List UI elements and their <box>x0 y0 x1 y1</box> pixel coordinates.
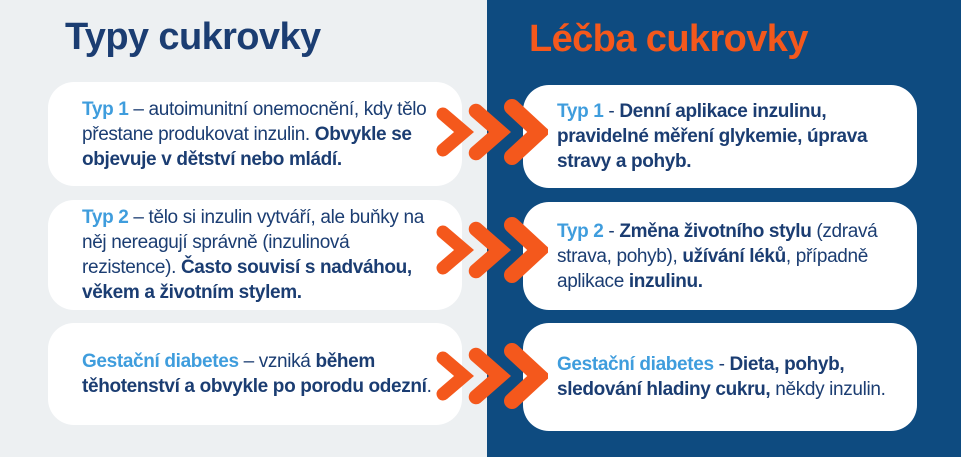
chevron-right-icon <box>443 232 464 268</box>
triple-chevron-right-icon <box>433 215 548 285</box>
chevron-right-icon <box>443 358 464 394</box>
chevron-right-icon <box>512 225 539 275</box>
type1-treatment-text <box>557 99 889 174</box>
card-text-segment: Dieta, pohyb, sledování hladiny cukru, <box>557 354 845 400</box>
type2-treatment-card <box>523 202 917 310</box>
chevron-right-icon <box>512 107 539 157</box>
type2-description-text <box>82 205 446 305</box>
flow-arrows-row2 <box>433 215 548 285</box>
card-text-segment: Typ 2 <box>82 207 129 228</box>
card-text-segment: inzulinu. <box>628 270 703 292</box>
card-text-segment: Změna životního stylu <box>619 220 812 242</box>
type1-treatment-card <box>523 85 917 188</box>
card-text-segment: Typ 1 <box>557 101 604 122</box>
gestational-treatment-card <box>523 323 917 431</box>
card-text-segment: Typ 1 <box>82 98 129 120</box>
card-text-segment: - <box>713 354 730 375</box>
gestational-treatment-text <box>557 352 889 402</box>
type2-description-card <box>48 200 462 310</box>
card-text-segment: (zdravá strava, pohyb), <box>557 220 878 267</box>
card-text-segment: někdy inzulin. <box>770 379 886 400</box>
chevron-right-icon <box>476 111 500 153</box>
card-text-segment: . <box>426 376 432 397</box>
type2-treatment-text <box>557 219 889 294</box>
card-text-segment: Gestační diabetes <box>82 351 239 372</box>
gestational-description-card <box>48 323 462 425</box>
treatment-title: Léčba cukrovky <box>529 18 808 60</box>
card-text-segment: Často souvisí s nadváhou, věkem a životním stylem. <box>82 257 412 303</box>
card-text-segment: – tělo si inzulin vytváří, ale buňky na něj nereagují správně (inzulinová rezistence). <box>82 207 424 278</box>
card-text-segment: , případně aplikace <box>557 245 868 292</box>
chevron-right-icon <box>476 229 500 271</box>
card-text-segment: - <box>603 101 620 122</box>
triple-chevron-right-icon <box>433 341 548 411</box>
card-text-segment: – vzniká <box>238 351 316 372</box>
card-text-segment: Obvykle se objevuje v dětství nebo mládí. <box>82 123 412 170</box>
card-text-segment: Denní aplikace inzulinu, pravidelné měření glykemie, úprava stravy a pohyb. <box>557 101 868 172</box>
card-text-segment: - <box>603 220 620 242</box>
flow-arrows-row3 <box>433 341 548 411</box>
chevron-right-icon <box>476 355 500 397</box>
chevron-right-icon <box>443 114 464 150</box>
type1-description-text <box>82 97 446 172</box>
card-text-segment: během těhotenství a obvykle po porodu odezní <box>82 351 427 397</box>
type1-description-card <box>48 82 462 186</box>
card-text-segment: Typ 2 <box>557 220 604 242</box>
gestational-description-text <box>82 349 446 399</box>
card-text-segment: Gestační diabetes <box>557 354 714 375</box>
card-text-segment: užívání léků <box>682 245 786 267</box>
card-text-segment: – autoimunitní onemocnění, kdy tělo přestane produkovat inzulin. <box>82 98 427 145</box>
chevron-right-icon <box>512 351 539 401</box>
triple-chevron-right-icon <box>433 97 548 167</box>
types-title: Typy cukrovky <box>65 16 321 58</box>
flow-arrows-row1 <box>433 97 548 167</box>
